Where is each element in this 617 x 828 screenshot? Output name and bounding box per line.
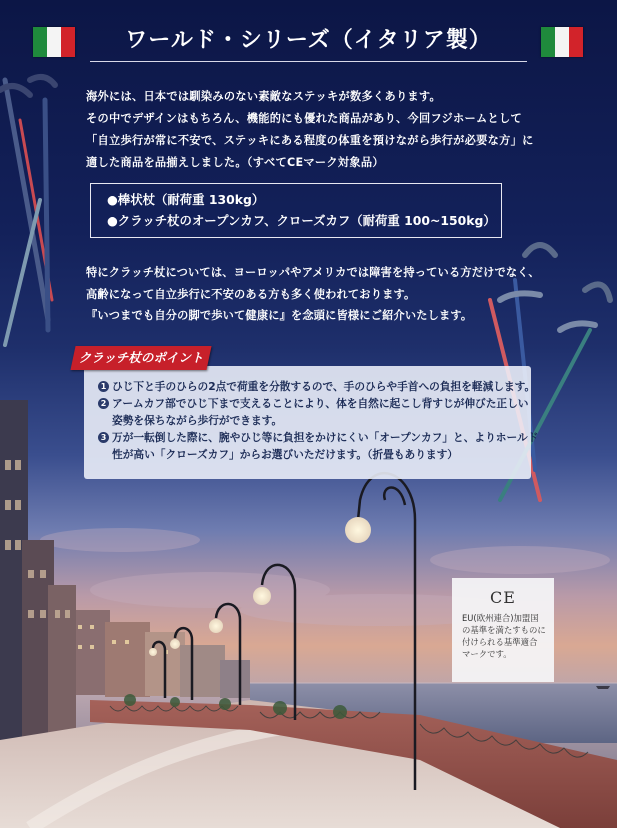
intro-line: その中でデザインはもちろん、機能的にも優れた商品があり、今回フジホームとして	[86, 112, 522, 125]
boat	[596, 686, 610, 689]
spec-item-crutch: ●クラッチ杖のオープンカフ、クローズカフ（耐荷重 100~150kg）	[107, 213, 496, 228]
body-line: 『いつまでも自分の脚で歩いて健康に』を念頭に皆様にご紹介いたします。	[86, 309, 473, 322]
point-number: 3	[98, 432, 109, 443]
point-number: 1	[98, 381, 109, 392]
point-item	[98, 395, 529, 429]
body-line: 高齢になって自立歩行に不安のある方も多く使われております。	[86, 287, 416, 301]
crutch-points-label	[70, 346, 211, 370]
ce-mark-description: EU(欧州連合)加盟国 の基準を満たすものに 付けられる基準適合 マークです。	[462, 613, 546, 659]
italian-flag-right	[541, 27, 583, 57]
body-paragraph	[86, 262, 556, 327]
left-buildings	[0, 400, 76, 740]
intro-line: 適した商品を品揃えしました。（すべてCEマーク対象品）	[86, 156, 384, 169]
crutch-points-panel	[84, 366, 539, 479]
point-text: 万が一転倒した際に、腕やひじ等に負担をかけにくい「オープンカフ」と、よりホールド 性が高い「クローズカフ」からお選びいただけます。（折畳もあります）	[112, 431, 539, 461]
ce-mark-badge	[452, 578, 554, 682]
ce-mark-icon: CE	[490, 588, 516, 607]
crutches-left	[0, 77, 55, 345]
italian-flag-left	[33, 27, 75, 57]
body-line: 特にクラッチ杖については、ヨーロッパやアメリカでは障害を持っている方だけでなく、	[86, 266, 540, 279]
page-title: ワールド・シリーズ（イタリア製）	[90, 21, 527, 62]
intro-line: 海外には、日本では馴染みのない素敵なステッキが数多くあります。	[86, 90, 441, 103]
point-number: 2	[98, 398, 109, 409]
spec-box	[90, 183, 502, 238]
point-item	[98, 429, 539, 463]
crutch-points-label-text: クラッチ杖のポイント	[78, 350, 204, 365]
point-text: アームカフ部でひじ下まで支えることにより、体を自然に起こし背すじが伸びた正しい 姿勢を保ちながら歩行ができます。	[112, 397, 529, 427]
intro-line: 「自立歩行が常に不安で、ステッキにある程度の体重を預けながら歩行が必要な方」に	[86, 134, 534, 147]
point-item	[98, 378, 536, 395]
intro-paragraph	[86, 86, 556, 174]
spec-item-cane: ●棒状杖（耐荷重 130kg）	[107, 192, 265, 207]
distant-buildings	[72, 610, 250, 698]
point-text: ひじ下と手のひらの2点で荷重を分散するので、手のひらや手首への負担を軽減します。	[112, 380, 536, 393]
